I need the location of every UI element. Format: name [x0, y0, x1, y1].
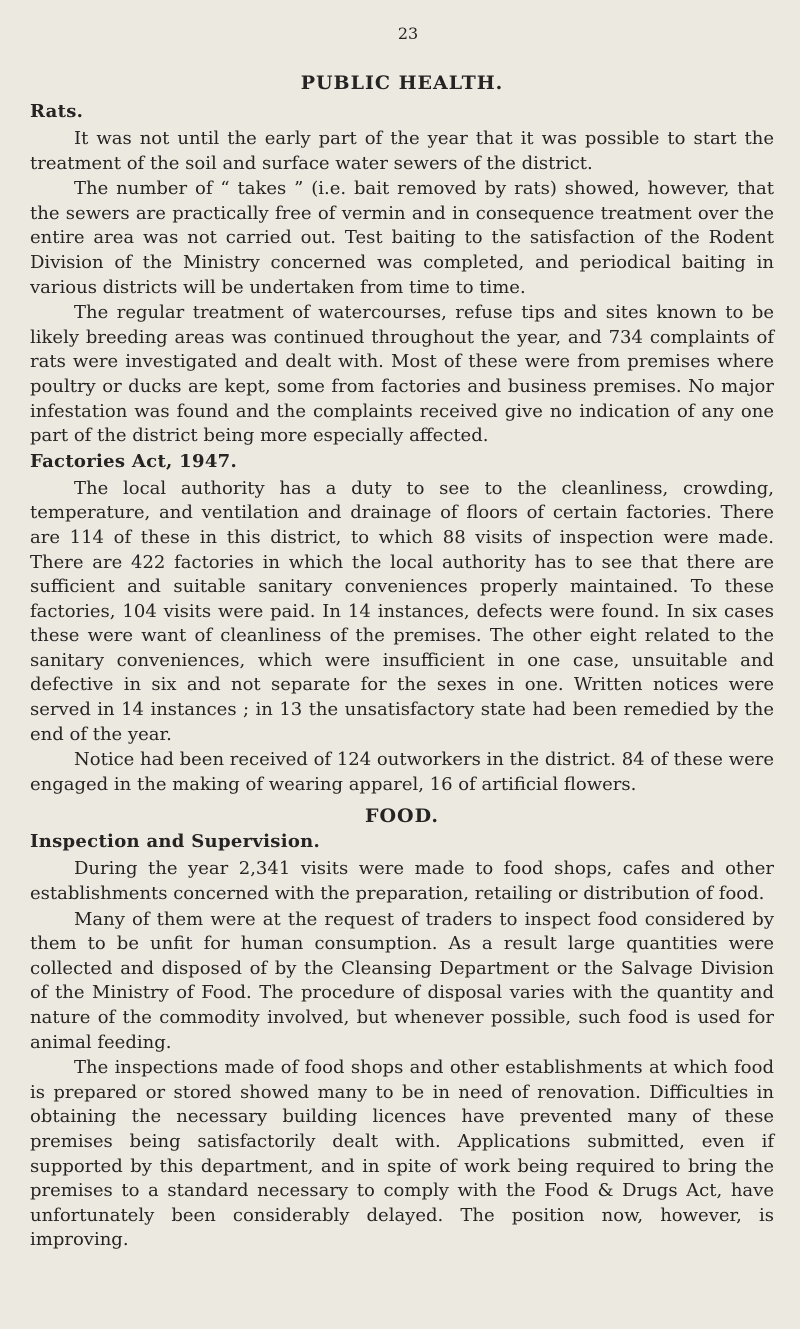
rats-heading: Rats.	[30, 101, 84, 122]
factories-heading: Factories Act, 1947.	[30, 450, 238, 472]
page-title: PUBLIC HEALTH.	[300, 72, 504, 94]
factories-paragraph: Notice had been received of 124 outworkers in the district. 84 of these were engaged in the making of wearing apparel, 16 of artificial flowers.	[30, 749, 774, 795]
page-number: 23	[397, 24, 419, 43]
food-section	[30, 805, 774, 1253]
food-paragraph: The inspections made of food shops and other establishments at which food is prepared or stored showed many to be in need of renovation. Difficulties in obtaining the necessary building licences have prevented many of these premises being satisfactorily dealt with. Applications submitted, even if supported by this department, and in spite of work being required to bring the premises to a standard necessary to comply with the Food & Drugs Act, have unfortunately been considerably delayed. The position now, however, is improving.	[30, 1057, 774, 1251]
rats-paragraph: The regular treatment of watercourses, refuse tips and sites known to be likely breeding areas was continued throughout the year, and 734 complaints of rats were investigated and dealt with. Most of these were from premises where poultry or ducks are kept, some from factories and business premises. No major infestation was found and the complaints received give no indication of any one part of the district being more especially affected.	[30, 302, 774, 447]
factories-paragraph: The local authority has a duty to see to the cleanliness, crowding, temperature, and ventilation and drainage of floors of certain factories. There are 114 of these in this district, to which 88 visits of inspection were made. There are 422 factories in which the local authority has to see that there are sufficient and suitable sanitary conveniences properly maintained. To these factories, 104 visits were paid. In 14 instances, defects were found. In six cases these were want of cleanliness of the premises. The other eight related to the sanitary conveniences, which were insufficient in one case, unsuitable and defective in six and not separate for the sexes in one. Written notices were served in 14 instances ; in 13 the unsatisfactory state had been remedied by the end of the year.	[30, 477, 774, 745]
rats-paragraph: It was not until the early part of the year that it was possible to start the treatment of the soil and surface water sewers of the district.	[30, 128, 774, 174]
rats-paragraph: The number of “ takes ” (i.e. bait removed by rats) showed, however, that the sewers are practically free of vermin and in consequence treatment over the entire area was not carried out. Test baiting to the satisfaction of the Rodent Division of the Ministry concerned was completed, and periodical baiting in various districts will be undertaken from time to time.	[30, 178, 774, 298]
factories-section	[30, 451, 774, 798]
rats-section	[30, 101, 774, 449]
food-title: FOOD.	[364, 805, 439, 828]
food-paragraph: During the year 2,341 visits were made to food shops, cafes and other establishments concerned with the preparation, retailing or distribution of food.	[30, 858, 774, 905]
inspection-heading: Inspection and Supervision.	[30, 831, 321, 853]
food-paragraph: Many of them were at the request of traders to inspect food considered by them to be unfit for human consumption. As a result large quantities were collected and disposed of by the Cleansing Department or the Salvage Division of the Ministry of Food. The procedure of disposal varies with the quantity and nature of the commodity involved, but whenever possible, such food is used for animal feeding.	[30, 908, 774, 1053]
